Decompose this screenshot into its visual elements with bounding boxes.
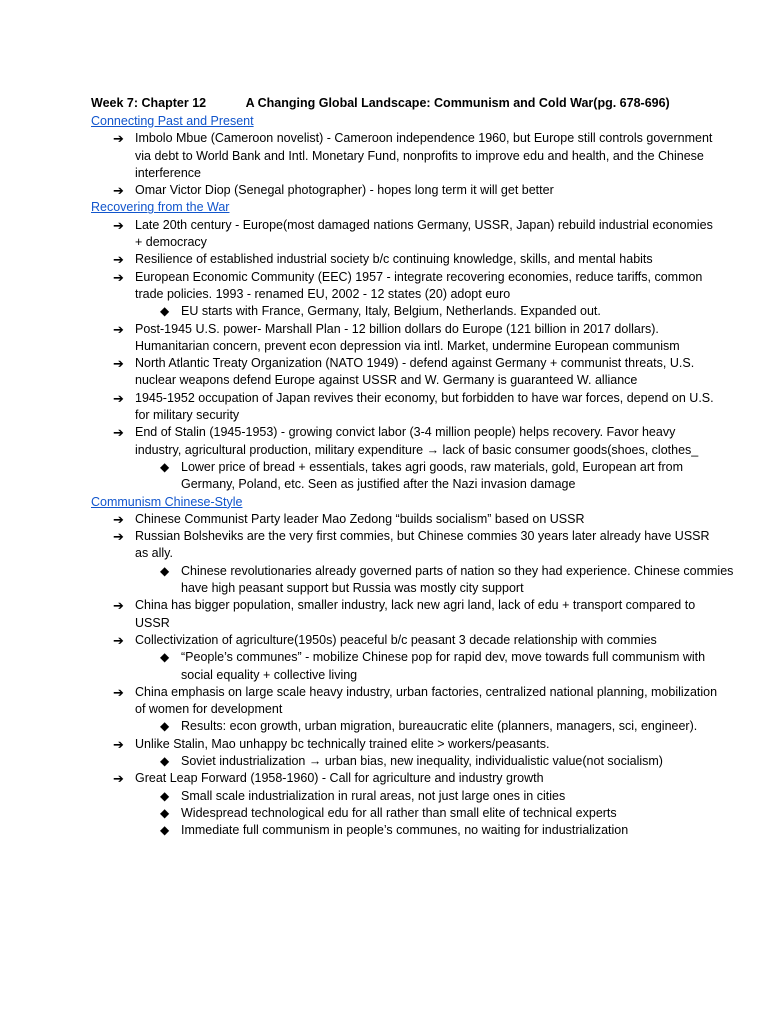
arrow-right-icon: ➔ — [113, 183, 124, 199]
list-item — [91, 390, 723, 425]
list-item-text: Immediate full communism in people’s communes, no waiting for industrialization — [181, 823, 629, 838]
list-item-text: Collectivization of agriculture(1950s) peaceful b/c peasant 3 decade relationship with commies — [135, 632, 657, 647]
list-item — [91, 736, 723, 753]
arrow-right-icon: ➔ — [113, 217, 124, 233]
list-item-text: China has bigger population, smaller industry, lack new agri land, lack of edu + transport compared to USSR — [135, 598, 696, 630]
diamond-bullet-icon: ◆ — [160, 650, 170, 665]
list-item — [91, 528, 723, 563]
list-item — [91, 269, 723, 304]
list-item — [91, 632, 723, 649]
list-item — [91, 788, 736, 805]
arrow-right-icon: ➔ — [113, 356, 124, 372]
list-item — [91, 130, 723, 182]
diamond-bullet-icon: ◆ — [160, 563, 170, 578]
list-item — [91, 805, 736, 822]
arrow-right-icon: ➔ — [113, 321, 124, 337]
diamond-bullet-icon: ◆ — [160, 719, 170, 734]
diamond-bullet-icon: ◆ — [160, 753, 170, 768]
section-heading-link[interactable]: Connecting Past and Present — [91, 114, 254, 128]
list-item — [91, 511, 723, 528]
diamond-bullet-icon: ◆ — [160, 805, 170, 820]
diamond-bullet-icon: ◆ — [160, 788, 170, 803]
bullet-list — [91, 130, 768, 199]
bullet-list — [91, 511, 768, 840]
bullet-list — [91, 217, 768, 494]
list-item-text: Late 20th century - Europe(most damaged nations Germany, USSR, Japan) rebuild industrial economies + democracy — [135, 217, 713, 250]
list-item-text: European Economic Community (EEC) 1957 - integrate recovering economies, reduce tariffs, common trade policies. 1993 - renamed EU, 2002 - 12 states (20) adopt euro — [135, 269, 703, 301]
list-item — [91, 684, 723, 719]
list-item-text: Russian Bolsheviks are the very first commies, but Chinese commies 30 years later already have USSR as ally. — [135, 529, 710, 561]
list-item-text: China emphasis on large scale heavy industry, urban factories, centralized national planning, mobilization of women for development — [135, 684, 718, 717]
list-item — [91, 822, 736, 839]
list-item-text: Resilience of established industrial society b/c continuing knowledge, skills, and mental habits — [135, 252, 653, 267]
list-item — [91, 753, 736, 770]
list-item-text: Great Leap Forward (1958-1960) - Call for agriculture and industry growth — [135, 771, 544, 786]
arrow-right-icon: ➔ — [113, 390, 124, 406]
list-item-text: “People’s communes” - mobilize Chinese pop for rapid dev, move towards full communism with social equality + collective living — [181, 650, 706, 682]
list-item — [91, 182, 723, 199]
list-item-text: End of Stalin (1945-1953) - growing convict labor (3-4 million people) helps recovery. Favor heavy industry, agricultural production, military expenditure → lack of basic consumer goods(shoes, clothes_ — [135, 425, 699, 457]
list-item-text: EU starts with France, Germany, Italy, Belgium, Netherlands. Expanded out. — [181, 304, 601, 319]
section-heading-link[interactable]: Recovering from the War — [91, 200, 230, 215]
list-item — [91, 424, 723, 459]
list-item-text: Widespread technological edu for all rather than small elite of technical experts — [181, 805, 617, 820]
list-item-text: Chinese revolutionaries already governed parts of nation so they had experience. Chinese commies have high peasant support but Russia was mostly city support — [181, 563, 734, 596]
list-item — [91, 459, 736, 494]
notes-body — [91, 113, 768, 839]
list-item — [91, 718, 736, 735]
list-item — [91, 217, 723, 252]
list-item-text: 1945-1952 occupation of Japan revives their economy, but forbidden to have war forces, depend on U.S. for military security — [135, 390, 714, 423]
list-item-text: Omar Victor Diop (Senegal photographer) - hopes long term it will get better — [135, 183, 554, 198]
diamond-bullet-icon: ◆ — [160, 823, 170, 838]
diamond-bullet-icon: ◆ — [160, 459, 170, 474]
list-item — [91, 321, 723, 356]
list-item-text: Small scale industrialization in rural areas, not just large ones in cities — [181, 788, 566, 803]
arrow-right-icon: ➔ — [113, 529, 124, 545]
arrow-right-icon: ➔ — [113, 511, 124, 527]
list-item-text: Unlike Stalin, Mao unhappy bc technically trained elite > workers/peasants. — [135, 736, 550, 751]
page-title — [91, 94, 768, 113]
list-item-text: Lower price of bread + essentials, takes agri goods, raw materials, gold, European art from Germany, Poland, etc. Seen as justified after the Nazi invasion damage — [181, 459, 683, 492]
arrow-right-icon: ➔ — [113, 425, 124, 441]
list-item — [91, 649, 736, 684]
arrow-right-icon: ➔ — [113, 771, 124, 787]
arrow-right-icon: ➔ — [113, 598, 124, 614]
list-item — [91, 303, 736, 320]
title-week-chapter: Week 7: Chapter 12 — [91, 96, 207, 110]
list-item-text: Imbolo Mbue (Cameroon novelist) - Cameroon independence 1960, but Europe still controls government via debt to World Bank and Intl. Monetary Fund, nonprofits to improve edu and health, and the Chinese interference — [135, 131, 713, 180]
list-item — [91, 563, 736, 598]
list-item-text: Post-1945 U.S. power- Marshall Plan - 12 billion dollars do Europe (121 billion in 2017 dollars). Humanitarian concern, prevent econ depression via intl. Market, undermine European communism — [135, 321, 680, 353]
list-item — [91, 770, 723, 787]
list-item — [91, 251, 723, 268]
diamond-bullet-icon: ◆ — [160, 304, 170, 319]
section-heading-link[interactable]: Communism Chinese-Style — [91, 494, 243, 509]
arrow-right-icon: ➔ — [113, 736, 124, 752]
list-item-text: Results: econ growth, urban migration, bureaucratic elite (planners, managers, sci, engineer). — [181, 719, 698, 734]
arrow-right-icon: ➔ — [113, 252, 124, 268]
list-item-text: Soviet industrialization → urban bias, new inequality, individualistic value(not socialism) — [181, 753, 663, 768]
list-item-text: Chinese Communist Party leader Mao Zedong “builds socialism” based on USSR — [135, 511, 585, 526]
list-item-text: North Atlantic Treaty Organization (NATO 1949) - defend against Germany + communist threats, U.S. nuclear weapons defend Europe against USSR and W. Germany is guaranteed W. alliance — [135, 356, 695, 388]
arrow-right-icon: ➔ — [113, 131, 124, 147]
list-item — [91, 355, 723, 390]
arrow-right-icon: ➔ — [113, 632, 124, 648]
title-chapter-name: A Changing Global Landscape: Communism and Cold War(pg. 678-696) — [245, 96, 670, 110]
list-item — [91, 597, 723, 632]
arrow-right-icon: ➔ — [113, 269, 124, 285]
arrow-right-icon: ➔ — [113, 684, 124, 700]
